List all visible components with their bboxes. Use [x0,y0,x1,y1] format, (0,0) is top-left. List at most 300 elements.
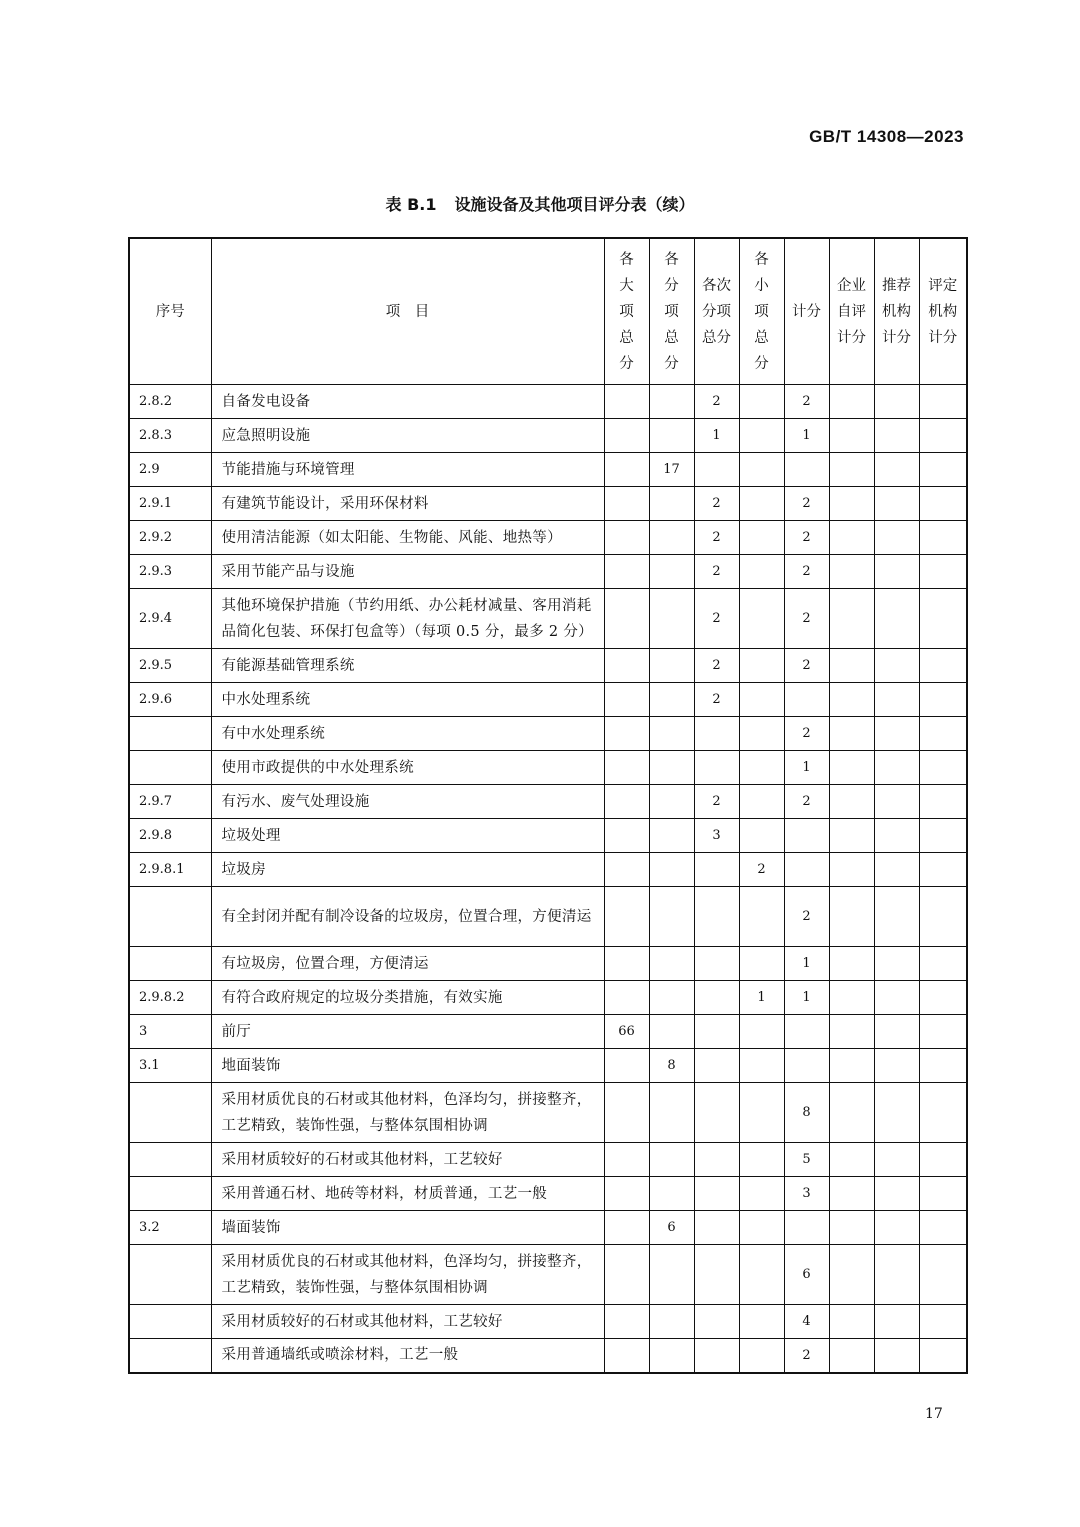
row-major-total [604,887,649,947]
row-item: 有建筑节能设计，采用环保材料 [211,487,604,521]
row-secondary-total: 3 [694,819,739,853]
row-major-total [604,1245,649,1305]
row-score [784,683,829,717]
row-minor-total [739,589,784,649]
row-recommend [874,947,919,981]
row-self-eval [829,555,874,589]
row-secondary-total [694,947,739,981]
table-row [129,1305,967,1339]
table-row [129,887,967,947]
table-row [129,1177,967,1211]
row-seq: 3.2 [129,1211,211,1245]
row-minor-total [739,453,784,487]
row-sub-total [649,1143,694,1177]
row-sub-total [649,385,694,419]
row-score [784,1049,829,1083]
row-self-eval [829,853,874,887]
row-sub-total [649,683,694,717]
row-score: 5 [784,1143,829,1177]
row-assessor [919,751,967,785]
table-row [129,1245,967,1305]
row-major-total [604,717,649,751]
row-recommend [874,385,919,419]
row-minor-total [739,683,784,717]
row-major-total [604,555,649,589]
row-assessor [919,1211,967,1245]
row-major-total [604,981,649,1015]
row-secondary-total [694,853,739,887]
row-item: 中水处理系统 [211,683,604,717]
row-major-total [604,487,649,521]
row-major-total [604,751,649,785]
row-recommend [874,1177,919,1211]
row-assessor [919,1143,967,1177]
row-recommend [874,1083,919,1143]
row-item: 采用材质优良的石材或其他材料，色泽均匀，拼接整齐，工艺精致，装饰性强，与整体氛围相协调 [211,1245,604,1305]
row-sub-total [649,1305,694,1339]
row-score: 2 [784,521,829,555]
row-item: 地面装饰 [211,1049,604,1083]
row-score: 2 [784,649,829,683]
row-self-eval [829,1211,874,1245]
row-sub-total: 8 [649,1049,694,1083]
row-major-total [604,1049,649,1083]
row-assessor [919,487,967,521]
row-score [784,453,829,487]
row-seq [129,1177,211,1211]
row-sub-total [649,947,694,981]
row-recommend [874,853,919,887]
row-item: 采用材质较好的石材或其他材料，工艺较好 [211,1305,604,1339]
row-score: 8 [784,1083,829,1143]
row-seq: 2.9.2 [129,521,211,555]
row-secondary-total [694,717,739,751]
table-header-row [129,238,967,385]
row-major-total [604,1177,649,1211]
row-seq: 2.9 [129,453,211,487]
row-self-eval [829,1083,874,1143]
row-assessor [919,555,967,589]
col-header-assessor [919,238,967,385]
row-score: 1 [784,947,829,981]
row-secondary-total: 2 [694,683,739,717]
table-row [129,1143,967,1177]
table-row [129,649,967,683]
row-item: 有符合政府规定的垃圾分类措施，有效实施 [211,981,604,1015]
row-assessor [919,947,967,981]
row-assessor [919,1339,967,1373]
row-score: 4 [784,1305,829,1339]
row-seq [129,1143,211,1177]
row-major-total [604,947,649,981]
row-item: 节能措施与环境管理 [211,453,604,487]
table-row [129,487,967,521]
row-self-eval [829,453,874,487]
row-assessor [919,1015,967,1049]
row-seq: 3.1 [129,1049,211,1083]
row-minor-total: 1 [739,981,784,1015]
row-self-eval [829,419,874,453]
table-row [129,1015,967,1049]
row-sub-total [649,589,694,649]
col-header-sub-total [649,238,694,385]
row-item: 墙面装饰 [211,1211,604,1245]
row-minor-total [739,947,784,981]
row-self-eval [829,819,874,853]
row-sub-total [649,853,694,887]
row-recommend [874,487,919,521]
row-secondary-total: 2 [694,385,739,419]
row-item: 使用市政提供的中水处理系统 [211,751,604,785]
row-seq: 2.9.8.2 [129,981,211,1015]
row-sub-total [649,1177,694,1211]
row-seq [129,887,211,947]
row-self-eval [829,785,874,819]
row-major-total [604,819,649,853]
row-sub-total [649,1245,694,1305]
row-recommend [874,683,919,717]
row-secondary-total [694,887,739,947]
row-minor-total [739,751,784,785]
row-score: 3 [784,1177,829,1211]
row-assessor [919,1245,967,1305]
row-score [784,1211,829,1245]
row-sub-total [649,419,694,453]
table-row [129,981,967,1015]
row-item: 垃圾处理 [211,819,604,853]
row-score: 2 [784,717,829,751]
row-seq [129,717,211,751]
row-self-eval [829,649,874,683]
row-self-eval [829,1143,874,1177]
row-sub-total: 17 [649,453,694,487]
row-secondary-total [694,1143,739,1177]
row-seq [129,1245,211,1305]
row-sub-total [649,1083,694,1143]
row-sub-total [649,521,694,555]
table-row [129,1083,967,1143]
row-assessor [919,385,967,419]
row-major-total [604,1339,649,1373]
row-minor-total [739,555,784,589]
row-recommend [874,521,919,555]
row-major-total [604,683,649,717]
col-header-major-total-text: 各大项总分 [619,251,634,372]
row-minor-total [739,1305,784,1339]
row-assessor [919,453,967,487]
row-seq [129,1083,211,1143]
col-header-score: 计分 [784,238,829,385]
row-assessor [919,887,967,947]
row-assessor [919,819,967,853]
scoring-table [128,237,968,1374]
row-recommend [874,981,919,1015]
row-self-eval [829,1339,874,1373]
table-row [129,555,967,589]
col-header-major-total [604,238,649,385]
row-seq: 2.8.2 [129,385,211,419]
row-major-total [604,1143,649,1177]
row-recommend [874,887,919,947]
row-major-total [604,521,649,555]
row-minor-total [739,717,784,751]
row-score: 2 [784,589,829,649]
row-seq [129,947,211,981]
page-number: 17 [925,1406,943,1422]
col-header-item: 项 目 [211,238,604,385]
row-major-total [604,589,649,649]
row-secondary-total [694,1049,739,1083]
row-seq: 2.8.3 [129,419,211,453]
row-sub-total [649,751,694,785]
row-item: 前厅 [211,1015,604,1049]
row-minor-total [739,819,784,853]
col-header-assessor-text: 评定机构计分 [928,277,958,346]
row-item: 采用节能产品与设施 [211,555,604,589]
row-self-eval [829,521,874,555]
row-minor-total [739,385,784,419]
col-header-seq: 序号 [129,238,211,385]
row-assessor [919,1177,967,1211]
row-score: 1 [784,981,829,1015]
row-recommend [874,1015,919,1049]
row-seq: 2.9.1 [129,487,211,521]
row-score: 1 [784,419,829,453]
row-score: 2 [784,385,829,419]
row-minor-total [739,487,784,521]
row-secondary-total: 2 [694,785,739,819]
row-item: 其他环境保护措施（节约用纸、办公耗材减量、客用消耗品简化包装、环保打包盒等）（每项 0.5 分，最多 2 分） [211,589,604,649]
col-header-sub-total-text: 各分项总分 [664,251,679,372]
row-score: 2 [784,785,829,819]
row-item: 采用材质较好的石材或其他材料，工艺较好 [211,1143,604,1177]
row-self-eval [829,947,874,981]
row-seq: 2.9.3 [129,555,211,589]
table-title [0,192,1080,215]
row-item: 有污水、废气处理设施 [211,785,604,819]
col-header-recommend-text: 推荐机构计分 [882,277,911,346]
table-row [129,717,967,751]
row-secondary-total [694,1305,739,1339]
row-self-eval [829,981,874,1015]
col-header-secondary-total [694,238,739,385]
row-minor-total [739,1049,784,1083]
table-row [129,751,967,785]
row-self-eval [829,1305,874,1339]
row-item: 使用清洁能源（如太阳能、生物能、风能、地热等） [211,521,604,555]
row-item: 垃圾房 [211,853,604,887]
row-item: 应急照明设施 [211,419,604,453]
row-minor-total [739,1339,784,1373]
row-minor-total [739,1177,784,1211]
row-minor-total [739,521,784,555]
row-self-eval [829,589,874,649]
row-secondary-total [694,1177,739,1211]
table-row [129,453,967,487]
row-major-total [604,453,649,487]
row-secondary-total [694,751,739,785]
row-item: 有中水处理系统 [211,717,604,751]
row-sub-total [649,819,694,853]
row-secondary-total [694,1083,739,1143]
row-self-eval [829,1015,874,1049]
row-minor-total [739,1083,784,1143]
row-secondary-total [694,453,739,487]
row-item: 有全封闭并配有制冷设备的垃圾房，位置合理，方便清运 [211,887,604,947]
row-secondary-total: 1 [694,419,739,453]
row-assessor [919,853,967,887]
standard-code: GB/T 14308—2023 [809,127,964,146]
row-sub-total [649,717,694,751]
row-score [784,819,829,853]
row-recommend [874,1143,919,1177]
row-self-eval [829,683,874,717]
table-row [129,785,967,819]
row-sub-total [649,887,694,947]
row-sub-total [649,555,694,589]
row-item: 采用普通石材、地砖等材料，材质普通，工艺一般 [211,1177,604,1211]
row-major-total [604,853,649,887]
row-secondary-total [694,981,739,1015]
row-recommend [874,589,919,649]
row-self-eval [829,717,874,751]
row-minor-total [739,785,784,819]
row-secondary-total: 2 [694,487,739,521]
row-secondary-total: 2 [694,555,739,589]
row-minor-total [739,1245,784,1305]
col-header-self-eval-text: 企业自评计分 [837,277,866,346]
row-major-total [604,1211,649,1245]
row-score: 6 [784,1245,829,1305]
row-major-total [604,785,649,819]
table-row [129,1339,967,1373]
row-assessor [919,717,967,751]
row-sub-total: 6 [649,1211,694,1245]
row-self-eval [829,1177,874,1211]
row-sub-total [649,649,694,683]
row-item: 采用材质优良的石材或其他材料，色泽均匀，拼接整齐，工艺精致，装饰性强，与整体氛围相协调 [211,1083,604,1143]
row-seq [129,1305,211,1339]
row-major-total: 66 [604,1015,649,1049]
table-row [129,683,967,717]
col-header-secondary-total-text: 各次分项总分 [702,277,731,346]
row-sub-total [649,1339,694,1373]
row-self-eval [829,887,874,947]
row-secondary-total [694,1339,739,1373]
row-score [784,853,829,887]
table-row [129,385,967,419]
row-recommend [874,1245,919,1305]
row-seq: 2.9.4 [129,589,211,649]
row-secondary-total [694,1245,739,1305]
row-minor-total [739,419,784,453]
row-recommend [874,555,919,589]
row-recommend [874,1211,919,1245]
row-secondary-total [694,1015,739,1049]
row-score: 2 [784,555,829,589]
row-item: 自备发电设备 [211,385,604,419]
table-row [129,1211,967,1245]
row-item: 有能源基础管理系统 [211,649,604,683]
row-recommend [874,717,919,751]
row-assessor [919,419,967,453]
row-score: 2 [784,1339,829,1373]
row-self-eval [829,385,874,419]
row-assessor [919,785,967,819]
row-assessor [919,1049,967,1083]
row-recommend [874,419,919,453]
table-row [129,1049,967,1083]
row-seq: 2.9.6 [129,683,211,717]
row-recommend [874,1049,919,1083]
row-secondary-total [694,1211,739,1245]
row-major-total [604,649,649,683]
row-sub-total [649,785,694,819]
col-header-recommend [874,238,919,385]
table-body [129,385,967,1373]
row-recommend [874,819,919,853]
row-sub-total [649,1015,694,1049]
row-assessor [919,589,967,649]
row-recommend [874,1339,919,1373]
row-minor-total [739,1211,784,1245]
row-item: 采用普通墙纸或喷涂材料，工艺一般 [211,1339,604,1373]
row-major-total [604,385,649,419]
row-minor-total [739,1015,784,1049]
row-seq: 2.9.8 [129,819,211,853]
row-score: 2 [784,887,829,947]
row-sub-total [649,981,694,1015]
row-assessor [919,683,967,717]
row-sub-total [649,487,694,521]
table-title-number: 表 B.1 [385,195,437,214]
table-row [129,853,967,887]
row-assessor [919,649,967,683]
row-seq: 2.9.5 [129,649,211,683]
row-seq: 3 [129,1015,211,1049]
row-minor-total [739,649,784,683]
row-self-eval [829,1245,874,1305]
row-seq: 2.9.7 [129,785,211,819]
row-seq: 2.9.8.1 [129,853,211,887]
row-secondary-total: 2 [694,589,739,649]
table-row [129,947,967,981]
row-recommend [874,785,919,819]
row-assessor [919,1083,967,1143]
table-row [129,819,967,853]
row-minor-total [739,1143,784,1177]
row-recommend [874,453,919,487]
row-assessor [919,981,967,1015]
row-minor-total [739,887,784,947]
row-recommend [874,1305,919,1339]
row-major-total [604,1305,649,1339]
row-seq [129,1339,211,1373]
row-secondary-total: 2 [694,521,739,555]
row-seq [129,751,211,785]
row-item: 有垃圾房，位置合理，方便清运 [211,947,604,981]
row-score: 1 [784,751,829,785]
table-title-text: 设施设备及其他项目评分表（续） [454,195,695,214]
col-header-minor-total-text: 各小项总分 [754,251,769,372]
row-assessor [919,521,967,555]
row-self-eval [829,487,874,521]
row-assessor [919,1305,967,1339]
row-self-eval [829,1049,874,1083]
table-row [129,419,967,453]
row-recommend [874,649,919,683]
row-self-eval [829,751,874,785]
